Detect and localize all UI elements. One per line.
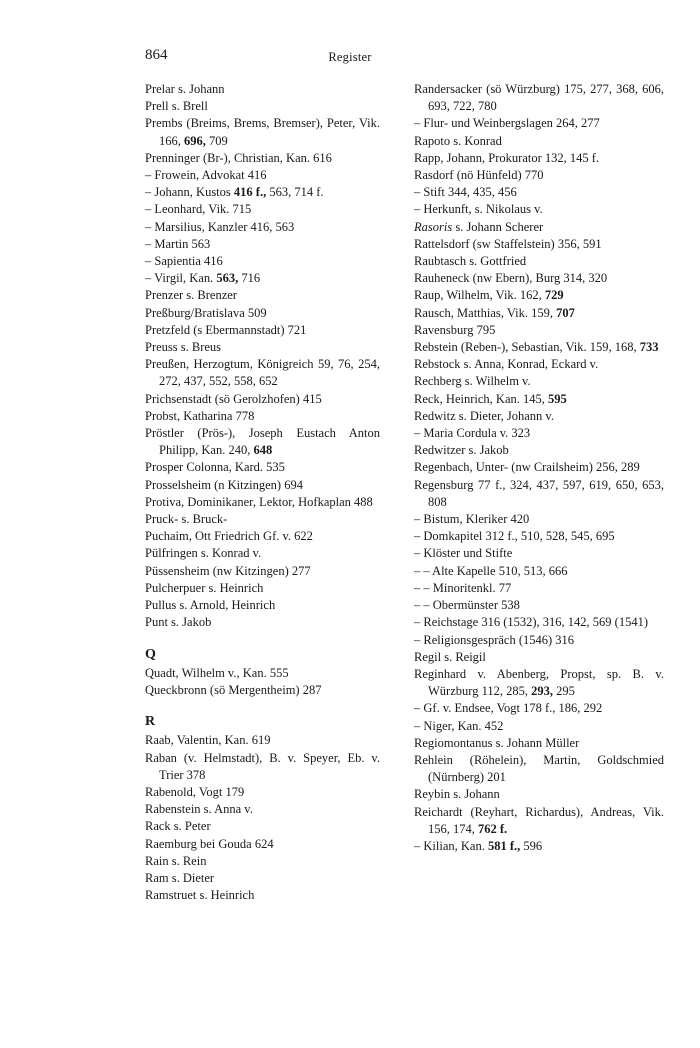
index-entry	[145, 408, 380, 425]
index-column-left	[145, 81, 380, 904]
index-entry-text: Randersacker (sö Würzburg) 175, 277, 368, 606, 693, 722, 780	[414, 82, 664, 114]
index-entry-text: Rechberg s. Wilhelm v.	[414, 374, 531, 389]
index-entry	[414, 786, 664, 803]
index-entry-text: Regil s. Reigil	[414, 649, 486, 664]
index-entry	[145, 528, 380, 545]
index-entry	[414, 632, 664, 649]
index-entry	[145, 784, 380, 801]
index-entry	[414, 666, 664, 700]
index-entry	[414, 167, 664, 184]
index-entry-text: Pülfringen s. Konrad v.	[145, 546, 262, 561]
index-entry-text: Ravensburg 795	[414, 322, 496, 337]
index-entry-text: Pröstler (Prös-), Joseph Eustach Anton Philipp, Kan. 240,	[145, 426, 380, 458]
index-entry-text: s. Johann Scherer	[452, 219, 544, 234]
index-entry	[145, 836, 380, 853]
index-page-ref-bold: 648	[253, 443, 273, 458]
index-entry-text: – – Obermünster 538	[414, 598, 520, 613]
index-entry-text: Rapp, Johann, Prokurator 132, 145 f.	[414, 150, 600, 165]
index-entry	[414, 391, 664, 408]
index-column-right	[414, 81, 664, 855]
index-entry	[414, 425, 664, 442]
index-entry-text: Prenzer s. Brenzer	[145, 288, 237, 303]
index-entry	[414, 408, 664, 425]
index-entry	[414, 735, 664, 752]
index-entry	[145, 322, 380, 339]
index-entry	[145, 563, 380, 580]
index-entry	[414, 219, 664, 236]
index-page-ref-bold: 733	[639, 340, 659, 355]
index-entry	[414, 305, 664, 322]
index-entry	[414, 442, 664, 459]
index-entry-text: 563, 714 f.	[266, 185, 324, 200]
index-entry	[414, 614, 664, 631]
index-entry-text: Preußen, Herzogtum, Königreich 59, 76, 254, 272, 437, 552, 558, 652	[145, 357, 380, 389]
index-entry	[414, 649, 664, 666]
index-entry-text: – Frowein, Advokat 416	[145, 168, 267, 183]
index-entry-text: – Maria Cordula v. 323	[414, 426, 531, 441]
index-entry-text: 596	[520, 838, 543, 853]
index-entry-text: – Klöster und Stifte	[414, 546, 513, 561]
index-entry-text: Raubtasch s. Gottfried	[414, 254, 527, 269]
index-entry-text: Reck, Heinrich, Kan. 145,	[414, 391, 548, 406]
index-entry	[145, 287, 380, 304]
index-entry-text: Rapoto s. Konrad	[414, 133, 502, 148]
index-entry	[414, 597, 664, 614]
index-entry-text: Quadt, Wilhelm v., Kan. 555	[145, 665, 289, 680]
index-entry-text: Rausch, Matthias, Vik. 159,	[414, 305, 557, 320]
index-entry-text: Reybin s. Johann	[414, 787, 500, 802]
index-entry-text: – Niger, Kan. 452	[414, 718, 504, 733]
index-entry	[414, 528, 664, 545]
index-entry	[414, 563, 664, 580]
index-entry-text: Prosselsheim (n Kitzingen) 694	[145, 477, 303, 492]
index-entry	[414, 150, 664, 167]
index-entry	[145, 887, 380, 904]
index-entry-text: Rabenold, Vogt 179	[145, 784, 245, 799]
index-term-italic: Rasoris	[414, 219, 453, 234]
index-entry-text: Prenninger (Br-), Christian, Kan. 616	[145, 150, 332, 165]
index-entry	[414, 133, 664, 150]
index-entry	[414, 339, 664, 356]
index-entry-text: 709	[205, 133, 228, 148]
index-entry	[414, 752, 664, 786]
index-entry-text: Rabenstein s. Anna v.	[145, 802, 253, 817]
index-entry	[414, 236, 664, 253]
index-entry	[414, 700, 664, 717]
index-entry-text: – Kilian, Kan.	[414, 838, 488, 853]
index-entry	[145, 750, 380, 784]
index-entry-text: Ram s. Dieter	[145, 870, 215, 885]
index-entry-text: Preuss s. Breus	[145, 340, 222, 355]
index-entry-text: – Martin 563	[145, 236, 211, 251]
index-entry	[414, 511, 664, 528]
index-entry-text: Redwitz s. Dieter, Johann v.	[414, 408, 554, 423]
index-entry	[145, 425, 380, 459]
index-page-ref-bold: 762 f.	[478, 821, 508, 836]
index-entry-text: – – Minoritenkl. 77	[414, 580, 512, 595]
index-entry-text: Pruck- s. Bruck-	[145, 512, 228, 527]
index-entry-text: – Johann, Kustos	[145, 185, 234, 200]
index-page-ref-bold: 581 f.,	[487, 838, 521, 853]
index-entry	[414, 115, 664, 132]
index-entry	[145, 459, 380, 476]
index-entry-text: Rebstein (Reben-), Sebastian, Vik. 159, 168,	[414, 340, 640, 355]
index-entry-text: Rain s. Rein	[145, 853, 207, 868]
index-entry	[145, 356, 380, 390]
index-entry-text: Rehlein (Röhelein), Martin, Goldschmied (Nürnberg) 201	[414, 752, 664, 785]
index-entry-text: Raemburg bei Gouda 624	[145, 836, 274, 851]
index-entry-text: – Leonhard, Vik. 715	[145, 202, 252, 217]
index-entry	[145, 597, 380, 614]
index-entry	[145, 98, 380, 115]
index-entry	[414, 373, 664, 390]
index-entry	[414, 322, 664, 339]
index-entry	[145, 184, 380, 201]
index-entry	[145, 339, 380, 356]
index-entry	[145, 391, 380, 408]
index-section-letter: Q	[145, 646, 156, 662]
index-entry-text: Prell s. Brell	[145, 99, 208, 114]
index-entry-text: – Herkunft, s. Nikolaus v.	[414, 202, 543, 217]
index-entry	[414, 253, 664, 270]
index-entry-text: Prembs (Breims, Brems, Bremser), Peter, Vik. 166,	[145, 116, 380, 148]
index-entry	[414, 545, 664, 562]
index-entry	[145, 219, 380, 236]
index-entry	[145, 167, 380, 184]
index-section-letter: R	[145, 714, 156, 730]
index-entry	[145, 115, 380, 149]
index-entry-text: – Gf. v. Endsee, Vogt 178 f., 186, 292	[414, 701, 603, 716]
index-entry-text: – Sapientia 416	[145, 254, 223, 269]
index-entry	[145, 682, 380, 699]
index-entry-text: Rebstock s. Anna, Konrad, Eckard v.	[414, 357, 599, 372]
index-entry-text: Püssensheim (nw Kitzingen) 277	[145, 563, 311, 578]
index-entry-text: Puchaim, Ott Friedrich Gf. v. 622	[145, 529, 313, 544]
index-entry	[414, 270, 664, 287]
index-entry-text: 716	[238, 271, 261, 286]
index-entry-text: – Reichstage 316 (1532), 316, 142, 569 (1541)	[414, 615, 648, 630]
index-entry	[414, 201, 664, 218]
index-entry	[414, 356, 664, 373]
index-entry-text: Punt s. Jakob	[145, 615, 212, 630]
index-entry	[414, 838, 664, 855]
index-entry	[145, 545, 380, 562]
index-entry-text: Rack s. Peter	[145, 819, 211, 834]
index-page-ref-bold: 707	[556, 305, 575, 320]
index-entry	[145, 305, 380, 322]
index-entry-text: – – Alte Kapelle 510, 513, 666	[414, 563, 568, 578]
index-page-ref-bold: 293,	[531, 684, 553, 699]
index-entry	[145, 511, 380, 528]
index-entry	[414, 477, 664, 511]
index-entry-text: – Religionsgespräch (1546) 316	[414, 632, 575, 647]
index-entry-text: Rauheneck (nw Ebern), Burg 314, 320	[414, 271, 608, 286]
index-entry-text: – Marsilius, Kanzler 416, 563	[145, 219, 295, 234]
index-entry-text: Prosper Colonna, Kard. 535	[145, 460, 285, 475]
index-entry	[145, 477, 380, 494]
index-entry-text: Rasdorf (nö Hünfeld) 770	[414, 168, 544, 183]
index-entry	[145, 150, 380, 167]
index-entry	[145, 665, 380, 682]
index-entry	[145, 870, 380, 887]
index-entry-text: Preßburg/Bratislava 509	[145, 305, 267, 320]
index-entry	[145, 253, 380, 270]
index-entry-text: Raup, Wilhelm, Vik. 162,	[414, 288, 545, 303]
index-entry	[145, 580, 380, 597]
index-entry-text: Pulcherpuer s. Heinrich	[145, 580, 264, 595]
index-entry-text: Ramstruet s. Heinrich	[145, 888, 255, 903]
index-entry	[145, 853, 380, 870]
index-page-ref-bold: 595	[548, 391, 567, 406]
index-entry-text: 295	[552, 684, 575, 699]
index-page-ref-bold: 729	[544, 288, 564, 303]
index-entry-text: Regiomontanus s. Johann Müller	[414, 735, 580, 750]
index-entry-text: Regenbach, Unter- (nw Crailsheim) 256, 289	[414, 460, 640, 475]
index-entry	[414, 184, 664, 201]
index-entry-text: Rattelsdorf (sw Staffelstein) 356, 591	[414, 236, 602, 251]
index-entry-text: – Domkapitel 312 f., 510, 528, 545, 695	[414, 529, 615, 544]
index-entry	[414, 81, 664, 115]
page-number: 864	[145, 47, 168, 63]
index-entry	[414, 718, 664, 735]
index-entry-text: Redwitzer s. Jakob	[414, 443, 509, 458]
index-entry-text: – Flur- und Weinbergslagen 264, 277	[414, 116, 600, 131]
index-entry-text: Reichardt (Reyhart, Richardus), Andreas, Vik. 156, 174,	[414, 804, 664, 836]
index-entry	[145, 732, 380, 749]
index-entry-text: Reginhard v. Abenberg, Propst, sp. B. v. Würzburg 112, 285,	[414, 666, 664, 699]
index-entry-text: Regensburg 77 f., 324, 437, 597, 619, 650, 653, 808	[414, 477, 664, 509]
index-entry	[145, 614, 380, 631]
index-entry	[145, 494, 380, 511]
index-entry	[145, 236, 380, 253]
index-entry-text: – Bistum, Kleriker 420	[414, 512, 530, 527]
index-entry	[414, 459, 664, 476]
running-title: Register	[328, 50, 372, 64]
index-entry-text: Protiva, Dominikaner, Lektor, Hofkaplan 488	[145, 494, 373, 509]
index-entry-text: Pretzfeld (s Ebermannstadt) 721	[145, 322, 307, 337]
index-entry-text: – Stift 344, 435, 456	[414, 185, 517, 200]
index-page-ref-bold: 563,	[216, 271, 239, 286]
index-entry	[414, 580, 664, 597]
index-entry	[414, 287, 664, 304]
index-page-ref-bold: 696,	[184, 133, 206, 148]
index-entry	[145, 801, 380, 818]
index-entry-text: Queckbronn (sö Mergentheim) 287	[145, 682, 322, 697]
index-entry	[145, 818, 380, 835]
index-entry	[145, 81, 380, 98]
index-entry-text: Raab, Valentin, Kan. 619	[145, 733, 271, 748]
index-entry-text: – Virgil, Kan.	[145, 271, 217, 286]
index-entry-text: Prelar s. Johann	[145, 82, 225, 96]
index-entry-text: Raban (v. Helmstadt), B. v. Speyer, Eb. v. Trier 378	[145, 750, 380, 782]
index-entry	[145, 201, 380, 218]
index-page-ref-bold: 416 f.,	[233, 185, 267, 200]
index-entry-text: Probst, Katharina 778	[145, 408, 255, 423]
index-entry-text: Pullus s. Arnold, Heinrich	[145, 598, 276, 613]
index-entry	[145, 270, 380, 287]
index-entry-text: Prichsenstadt (sö Gerolzhofen) 415	[145, 391, 322, 406]
index-entry	[414, 804, 664, 838]
